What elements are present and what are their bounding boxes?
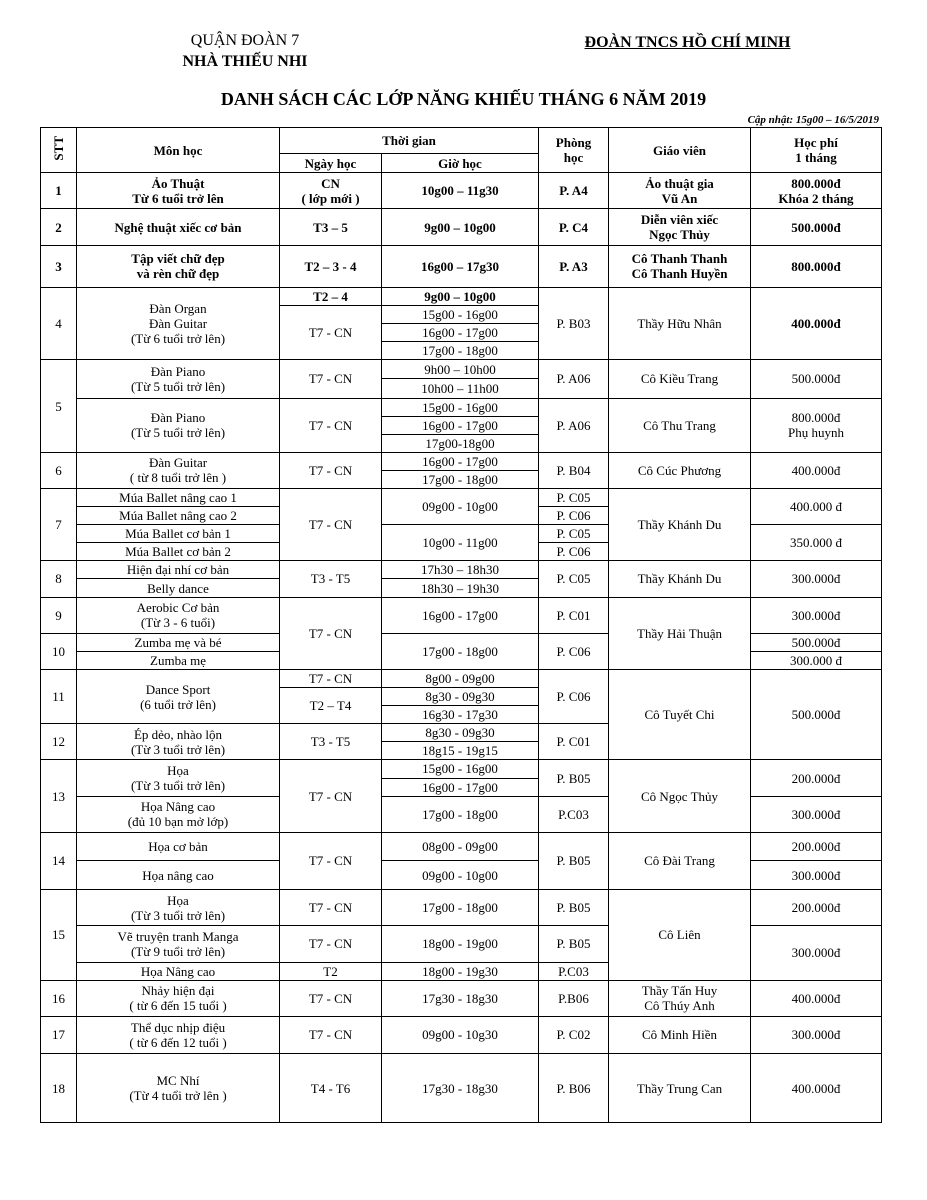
fee-cell: 200.000đ [751,890,882,926]
teacher-cell: Diễn viên xiếc Ngọc Thủy [609,209,751,245]
hour-cell: 18h30 – 19h30 [382,579,539,597]
hour-cell: 9g00 – 10g00 [382,287,539,305]
subject-cell: Họa cơ bản [77,832,280,860]
hour-cell: 09g00 - 10g00 [382,860,539,889]
fee-cell: 350.000 đ [751,525,882,561]
subject-cell: Nhảy hiện đại ( từ 6 đến 15 tuổi ) [77,980,280,1016]
table-row [41,173,882,209]
hour-cell: 08g00 - 09g00 [382,832,539,860]
header-day: Ngày học [280,154,382,173]
hour-cell: 17g00 - 18g00 [382,796,539,832]
fee-cell: 800.000đ Khóa 2 tháng [751,173,882,209]
room-cell: P. A4 [539,173,609,209]
day-cell: T2 – 4 [280,287,382,305]
room-cell: P. C4 [539,209,609,245]
day-cell: T7 - CN [280,669,382,687]
day-cell: T2 – T4 [280,688,382,724]
fee-cell: 500.000đ [751,633,882,651]
hour-cell: 10g00 – 11g30 [382,173,539,209]
subject-cell: Đàn Organ Đàn Guitar (Từ 6 tuổi trở lên) [77,287,280,359]
hour-cell: 18g00 - 19g30 [382,962,539,980]
room-cell: P. C01 [539,597,609,633]
hour-cell: 15g00 - 16g00 [382,306,539,324]
hour-cell: 15g00 - 16g00 [382,760,539,778]
teacher-cell: Thầy Tấn Huy Cô Thúy Anh [609,980,751,1016]
day-cell: T7 - CN [280,1016,382,1053]
hour-cell: 16g00 - 17g00 [382,416,539,434]
day-cell: T2 – 3 - 4 [280,245,382,287]
room-cell: P.B06 [539,980,609,1016]
subject-cell: Ảo Thuật Từ 6 tuổi trở lên [77,173,280,209]
hour-cell: 16g00 - 17g00 [382,778,539,796]
room-cell: P. C06 [539,669,609,723]
room-cell: P. C06 [539,507,609,525]
fee-cell: 500.000đ [751,209,882,245]
table-row [41,890,882,926]
org-line-1: QUẬN ĐOÀN 7 [190,32,300,49]
stt-cell: 10 [41,633,77,669]
teacher-cell: Cô Liên [609,890,751,981]
hour-cell: 17g00 - 18g00 [382,890,539,926]
hour-cell: 9h00 – 10h00 [382,360,539,379]
table-row [41,597,882,633]
room-cell: P. C05 [539,488,609,506]
day-cell: T3 - T5 [280,561,382,597]
day-cell: T7 - CN [280,890,382,926]
header-room: Phòng học [539,128,609,173]
hour-cell: 17g30 - 18g30 [382,1054,539,1123]
table-row [41,669,882,687]
hour-cell: 09g00 - 10g30 [382,1016,539,1053]
table-row [41,796,882,832]
subject-cell: Đàn Guitar ( từ 8 tuổi trở lên ) [77,452,280,488]
stt-cell: 14 [41,832,77,889]
room-cell: P. A06 [539,398,609,452]
fee-cell: 400.000đ [751,452,882,488]
table-row [41,1054,882,1123]
subject-cell: Múa Ballet nâng cao 2 [77,507,280,525]
room-cell: P.C03 [539,796,609,832]
table-header-row [41,128,882,154]
stt-cell: 3 [41,245,77,287]
subject-cell: Múa Ballet cơ bản 1 [77,525,280,543]
org-line-2: NHÀ THIẾU NHI [182,53,308,70]
hour-cell: 16g00 - 17g00 [382,452,539,470]
fee-cell: 200.000đ [751,832,882,860]
day-cell: T4 - T6 [280,1054,382,1123]
subject-cell: Aerobic Cơ bản (Từ 3 - 6 tuổi) [77,597,280,633]
subject-cell: Thể dục nhịp điệu ( từ 6 đến 12 tuổi ) [77,1016,280,1053]
teacher-cell: Cô Cúc Phương [609,452,751,488]
teacher-cell: Thầy Hữu Nhân [609,287,751,359]
stt-cell: 13 [41,760,77,832]
table-row [41,398,882,416]
teacher-cell: Cô Đài Trang [609,832,751,889]
stt-cell: 9 [41,597,77,633]
table-row [41,860,882,889]
room-cell: P. B06 [539,1054,609,1123]
teacher-cell: Cô Tuyết Chi [609,669,751,759]
table-row [41,561,882,579]
stt-cell: 11 [41,669,77,723]
subject-cell: Họa Nâng cao (đủ 10 bạn mở lớp) [77,796,280,832]
header-stt: STT [41,128,77,173]
table-row [41,488,882,506]
fee-cell: 300.000đ [751,796,882,832]
subject-cell: Vẽ truyện tranh Manga (Từ 9 tuổi trở lên) [77,926,280,962]
stt-cell: 6 [41,452,77,488]
teacher-cell: Thầy Khánh Du [609,488,751,560]
table-row [41,452,882,470]
hour-cell: 17h30 – 18h30 [382,561,539,579]
stt-cell: 4 [41,287,77,359]
table-row [41,525,882,543]
room-cell: P. A06 [539,360,609,398]
hour-cell: 17g00-18g00 [382,434,539,452]
fee-cell: 400.000đ [751,1054,882,1123]
stt-cell: 7 [41,488,77,560]
room-cell: P. B04 [539,452,609,488]
day-cell: T7 - CN [280,488,382,560]
teacher-cell: Thầy Hải Thuận [609,597,751,669]
room-cell: P. B03 [539,287,609,359]
stt-cell: 17 [41,1016,77,1053]
teacher-cell: Thầy Khánh Du [609,561,751,597]
hour-cell: 15g00 - 16g00 [382,398,539,416]
day-cell: T7 - CN [280,832,382,889]
room-cell: P. B05 [539,926,609,962]
table-row [41,633,882,651]
stt-cell: 5 [41,360,77,453]
room-cell: P. C06 [539,543,609,561]
table-row [41,980,882,1016]
stt-cell: 18 [41,1054,77,1123]
hour-cell: 17g00 - 18g00 [382,470,539,488]
hour-cell: 18g00 - 19g00 [382,926,539,962]
day-cell: CN ( lớp mới ) [280,173,382,209]
table-row [41,760,882,778]
fee-cell: 300.000đ [751,1016,882,1053]
stt-cell: 1 [41,173,77,209]
hour-cell: 17g00 - 18g00 [382,633,539,669]
subject-cell: Múa Ballet nâng cao 1 [77,488,280,506]
document-title: DANH SÁCH CÁC LỚP NĂNG KHIẾU THÁNG 6 NĂM 2019 [220,89,707,109]
table-row [41,245,882,287]
hour-cell: 17g30 - 18g30 [382,980,539,1016]
class-schedule-table [40,127,882,1123]
subject-cell: Dance Sport (6 tuổi trở lên) [77,669,280,723]
subject-cell: Nghệ thuật xiếc cơ bản [77,209,280,245]
subject-cell: Zumba mẹ [77,651,280,669]
fee-cell: 400.000đ [751,287,882,359]
subject-cell: Họa Nâng cao [77,962,280,980]
fee-cell: 800.000đ [751,245,882,287]
room-cell: P. C05 [539,561,609,597]
hour-cell: 8g30 - 09g30 [382,724,539,742]
subject-cell: Họa (Từ 3 tuổi trở lên) [77,890,280,926]
fee-cell: 300.000đ [751,597,882,633]
room-cell: P. B05 [539,832,609,889]
hour-cell: 09g00 - 10g00 [382,488,539,524]
table-row [41,1016,882,1053]
org-header-right: ĐOÀN TNCS HỒ CHÍ MINH [584,34,791,51]
table-row [41,926,882,962]
stt-cell: 15 [41,890,77,981]
fee-cell: 300.000 đ [751,651,882,669]
room-cell: P. C05 [539,525,609,543]
hour-cell: 8g00 - 09g00 [382,669,539,687]
subject-cell: Belly dance [77,579,280,597]
subject-cell: Zumba mẹ và bé [77,633,280,651]
fee-cell: 800.000đ Phụ huynh [751,398,882,452]
day-cell: T7 - CN [280,398,382,452]
table-row [41,209,882,245]
updated-note: Cập nhật: 15g00 – 16/5/2019 [747,114,879,126]
hour-cell: 8g30 - 09g30 [382,688,539,706]
subject-cell: Đàn Piano (Từ 5 tuổi trở lên) [77,398,280,452]
stt-cell: 16 [41,980,77,1016]
fee-cell: 300.000đ [751,860,882,889]
hour-cell: 9g00 – 10g00 [382,209,539,245]
teacher-cell: Cô Ngọc Thủy [609,760,751,832]
day-cell: T7 - CN [280,360,382,398]
table-row [41,832,882,860]
fee-cell: 300.000đ [751,561,882,597]
fee-cell: 500.000đ [751,360,882,398]
room-cell: P. A3 [539,245,609,287]
fee-cell: 200.000đ [751,760,882,796]
hour-cell: 10g00 - 11g00 [382,525,539,561]
hour-cell: 16g00 – 17g30 [382,245,539,287]
subject-cell: Ép dẻo, nhào lộn (Từ 3 tuổi trở lên) [77,724,280,760]
hour-cell: 16g00 - 17g00 [382,324,539,342]
hour-cell: 16g30 - 17g30 [382,706,539,724]
table-row [41,287,882,305]
header-subject: Môn học [77,128,280,173]
header-teacher: Giáo viên [609,128,751,173]
teacher-cell: Cô Kiều Trang [609,360,751,398]
org-header-left [140,30,350,72]
room-cell: P. B05 [539,890,609,926]
teacher-cell: Cô Thu Trang [609,398,751,452]
stt-cell: 2 [41,209,77,245]
hour-cell: 18g15 - 19g15 [382,742,539,760]
day-cell: T7 - CN [280,980,382,1016]
day-cell: T7 - CN [280,926,382,962]
header-hour: Giờ học [382,154,539,173]
subject-cell: Họa (Từ 3 tuổi trở lên) [77,760,280,796]
hour-cell: 17g00 - 18g00 [382,342,539,360]
day-cell: T7 - CN [280,760,382,832]
fee-cell: 500.000đ [751,669,882,759]
room-cell: P. C06 [539,633,609,669]
subject-cell: Đàn Piano (Từ 5 tuổi trở lên) [77,360,280,398]
fee-cell: 400.000đ [751,980,882,1016]
day-cell: T3 – 5 [280,209,382,245]
fee-cell: 400.000 đ [751,488,882,524]
teacher-cell: Ảo thuật gia Vũ An [609,173,751,209]
table-row [41,360,882,379]
header-fee: Học phí 1 tháng [751,128,882,173]
subject-cell: Họa nâng cao [77,860,280,889]
subject-cell: MC Nhí (Từ 4 tuổi trở lên ) [77,1054,280,1123]
day-cell: T7 - CN [280,306,382,360]
teacher-cell: Thầy Trung Can [609,1054,751,1123]
subject-cell: Tập viết chữ đẹp và rèn chữ đẹp [77,245,280,287]
stt-cell: 12 [41,724,77,760]
day-cell: T7 - CN [280,597,382,669]
room-cell: P. B05 [539,760,609,796]
room-cell: P.C03 [539,962,609,980]
subject-cell: Múa Ballet cơ bản 2 [77,543,280,561]
hour-cell: 10h00 – 11h00 [382,379,539,398]
teacher-cell: Cô Minh Hiền [609,1016,751,1053]
fee-cell: 300.000đ [751,926,882,980]
room-cell: P. C01 [539,724,609,760]
day-cell: T2 [280,962,382,980]
stt-cell: 8 [41,561,77,597]
hour-cell: 16g00 - 17g00 [382,597,539,633]
room-cell: P. C02 [539,1016,609,1053]
teacher-cell: Cô Thanh Thanh Cô Thanh Huyền [609,245,751,287]
header-time: Thời gian [280,128,539,154]
day-cell: T3 - T5 [280,724,382,760]
day-cell: T7 - CN [280,452,382,488]
subject-cell: Hiện đại nhí cơ bản [77,561,280,579]
